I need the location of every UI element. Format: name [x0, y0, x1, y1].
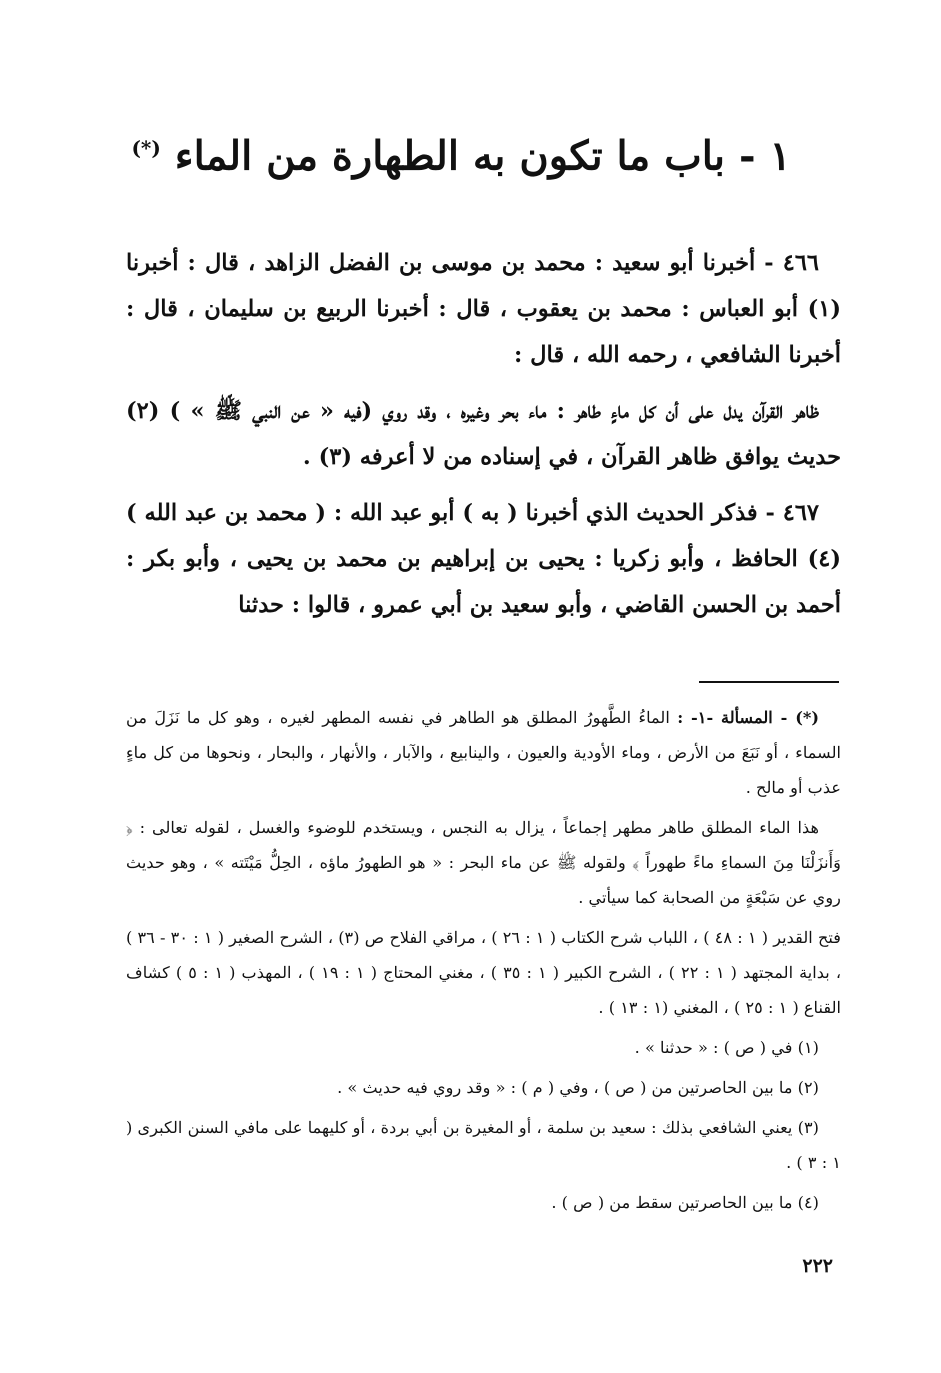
- chapter-title-text: ١ - باب ما تكون به الطهارة من الماء: [174, 132, 791, 180]
- footnote-references: فتح القدير ( ١ : ٤٨ ) ، اللباب شرح الكتاب ( ١ : ٢٦ ) ، مراقي الفلاح ص (٣) ، الشرح الصغير ( ١ : ٣٠ - ٣٦ ) ، بداية المجتهد ( ١ : ٢٢ ) ، الشرح الكبير ( ١ : ٣٥ ) ، مغني المحتاج ( ١ : ١٩ ) ، المهذب ( ١ : ٥ ) كشاف القناع ( ١ : ٢٥ ) ، المغني (١ : ١٣ ) .: [126, 928, 842, 1017]
- paragraph-466: ٤٦٦ - أخبرنا أبو سعيد : محمد بن موسى بن الفضل الزاهد ، قال : أخبرنا (١) أبو العباس : محمد بن يعقوب ، قال : أخبرنا الربيع بن سليمان ، قال : أخبرنا الشافعي ، رحمه الله ، قال :: [126, 250, 841, 368]
- paragraph-shafii-statement: ظاهر القرآن يدل على أن كل ماءٍ طاهر : ماء بحر وغيره ، وقد روي (فيه « عن النبي ﷺ » ) (٢) حديث يوافق ظاهر القرآن ، في إسناده من لا أعرفه (٣) .: [126, 398, 841, 470]
- footnote-star: [126, 700, 841, 805]
- footnote-1: (١) في ( ص ) : « حدثنا » .: [634, 1038, 819, 1057]
- footnotes: [126, 700, 841, 1225]
- chapter-title-footnote-marker: (*): [131, 136, 161, 160]
- page-number: ٢٢٢: [802, 1255, 833, 1277]
- chapter-title: [131, 118, 791, 186]
- main-text: [126, 240, 841, 638]
- paragraph-467: ٤٦٧ - فذكر الحديث الذي أخبرنا ( به ) أبو عبد الله : ( محمد بن عبد الله ) (٤) الحافظ ، وأبو زكريا : يحيى بن إبراهيم بن محمد بن يحيى ، وأبو بكر : أحمد بن الحسن القاضي ، وأبو سعيد بن أبي عمرو ، قالوا : حدثنا: [126, 500, 841, 618]
- footnote-separator: [699, 681, 839, 683]
- footnote-star-text: الماءُ الطَّهورُ المطلق هو الطاهر في نفسه المطهر لغيره ، وهو كل ما نَزَلَ من السماء ، أو نَبَعَ من الأرض ، وماء الأودية والعيون ، والينابيع ، والآبار ، والأنهار ، والبحار ، ونحوها من كل ماءٍ عذب أو مالح .: [126, 708, 841, 797]
- footnote-ruling: هذا الماء المطلق طاهر مطهر إجماعاً ، يزال به النجس ، ويستخدم للوضوء والغسل ، لقوله تعالى : ﴿ وَأَنزَلْنَا مِنَ السماءِ ماءً طهوراً ﴾ ولقوله ﷺ عن ماء البحر : « هو الطهورُ ماؤه ، الحِلُّ مَيْتَته » ، وهو حديث روي عن سَبْعَةٍ من الصحابة كما سيأتي .: [126, 818, 841, 907]
- footnote-2: (٢) ما بين الحاصرتين من ( ص ) ، وفي ( م ) : « وقد روي فيه حديث » .: [337, 1078, 819, 1097]
- footnote-3: (٣) يعني الشافعي بذلك : سعيد بن سلمة ، أو المغيرة بن أبي بردة ، أو كليهما على مافي السنن الكبرى ( ١ : ٣ ) .: [126, 1118, 841, 1172]
- footnote-4: (٤) ما بين الحاصرتين سقط من ( ص ) .: [551, 1193, 819, 1212]
- footnote-star-label: (*) - المسألة -١- :: [677, 708, 819, 727]
